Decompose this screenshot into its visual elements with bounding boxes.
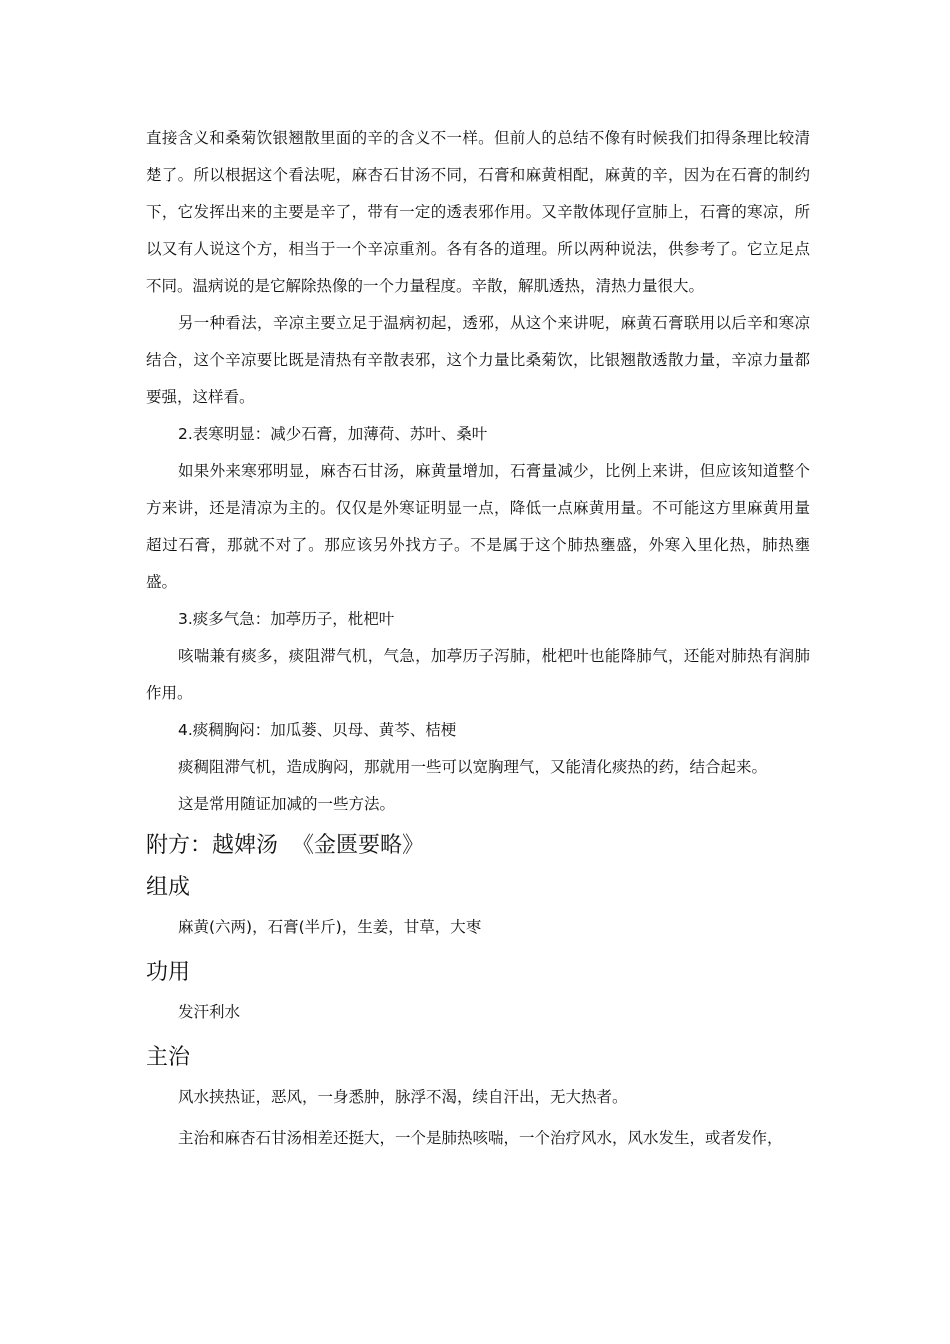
body-paragraph-4: 咳喘兼有痰多，痰阻滞气机，气急，加葶历子泻肺，枇杷叶也能降肺气，还能对肺热有润肺作用。 xyxy=(146,647,810,702)
body-paragraph-3: 如果外来寒邪明显，麻杏石甘汤，麻黄量增加，石膏量减少，比例上来讲，但应该知道整个方来讲，还是清凉为主的。仅仅是外寒证明显一点，降低一点麻黄用量。不可能这方里麻黄用量超过石膏，那就不对了。那应该另外找方子。不是属于这个肺热壅盛，外寒入里化热，肺热壅盛。 xyxy=(146,462,810,591)
list-item-2: 2.表寒明显：减少石膏，加薄荷、苏叶、桑叶 xyxy=(178,425,488,443)
body-paragraph-1: 直接含义和桑菊饮银翘散里面的辛的含义不一样。但前人的总结不像有时候我们扣得条理比较清楚了。所以根据这个看法呢，麻杏石甘汤不同，石膏和麻黄相配，麻黄的辛，因为在石膏的制约下，它发挥出来的主要是辛了，带有一定的透表邪作用。又辛散体现仔宣肺上，石膏的寒凉，所以又有人说这个方，相当于一个辛凉重剂。各有各的道理。所以两种说法，供参考了。它立足点不同。温病说的是它解除热像的一个力量程度。辛散，解肌透热，清热力量很大。 xyxy=(146,129,810,295)
composition-text: 麻黄(六两)，石膏(半斤)，生姜，甘草，大枣 xyxy=(178,918,482,936)
body-paragraph-5: 痰稠阻滞气机，造成胸闷，那就用一些可以宽胸理气，又能清化痰热的药，结合起来。 xyxy=(178,758,768,776)
indication-heading: 主治 xyxy=(146,1045,191,1070)
body-paragraph-6: 这是常用随证加减的一些方法。 xyxy=(178,795,396,813)
final-paragraph: 主治和麻杏石甘汤相差还挺大，一个是肺热咳喘，一个治疗风水，风水发生，或者发作， xyxy=(178,1129,783,1147)
composition-heading: 组成 xyxy=(146,875,191,900)
appendix-title: 附方：越婢汤 《金匮要略》 xyxy=(146,833,424,858)
document-page xyxy=(146,120,810,1157)
function-text: 发汗利水 xyxy=(178,1003,241,1021)
function-heading: 功用 xyxy=(146,960,191,985)
body-paragraph-2: 另一种看法，辛凉主要立足于温病初起，透邪，从这个来讲呢，麻黄石膏联用以后辛和寒凉结合，这个辛凉要比既是清热有辛散表邪，这个力量比桑菊饮，比银翘散透散力量，辛凉力量都要强，这样看。 xyxy=(146,314,810,406)
list-item-3: 3.痰多气急：加葶历子，枇杷叶 xyxy=(178,610,395,628)
indication-text: 风水挟热证，恶风，一身悉肿，脉浮不渴，续自汗出，无大热者。 xyxy=(178,1088,628,1106)
list-item-4: 4.痰稠胸闷：加瓜蒌、贝母、黄芩、桔梗 xyxy=(178,721,457,739)
